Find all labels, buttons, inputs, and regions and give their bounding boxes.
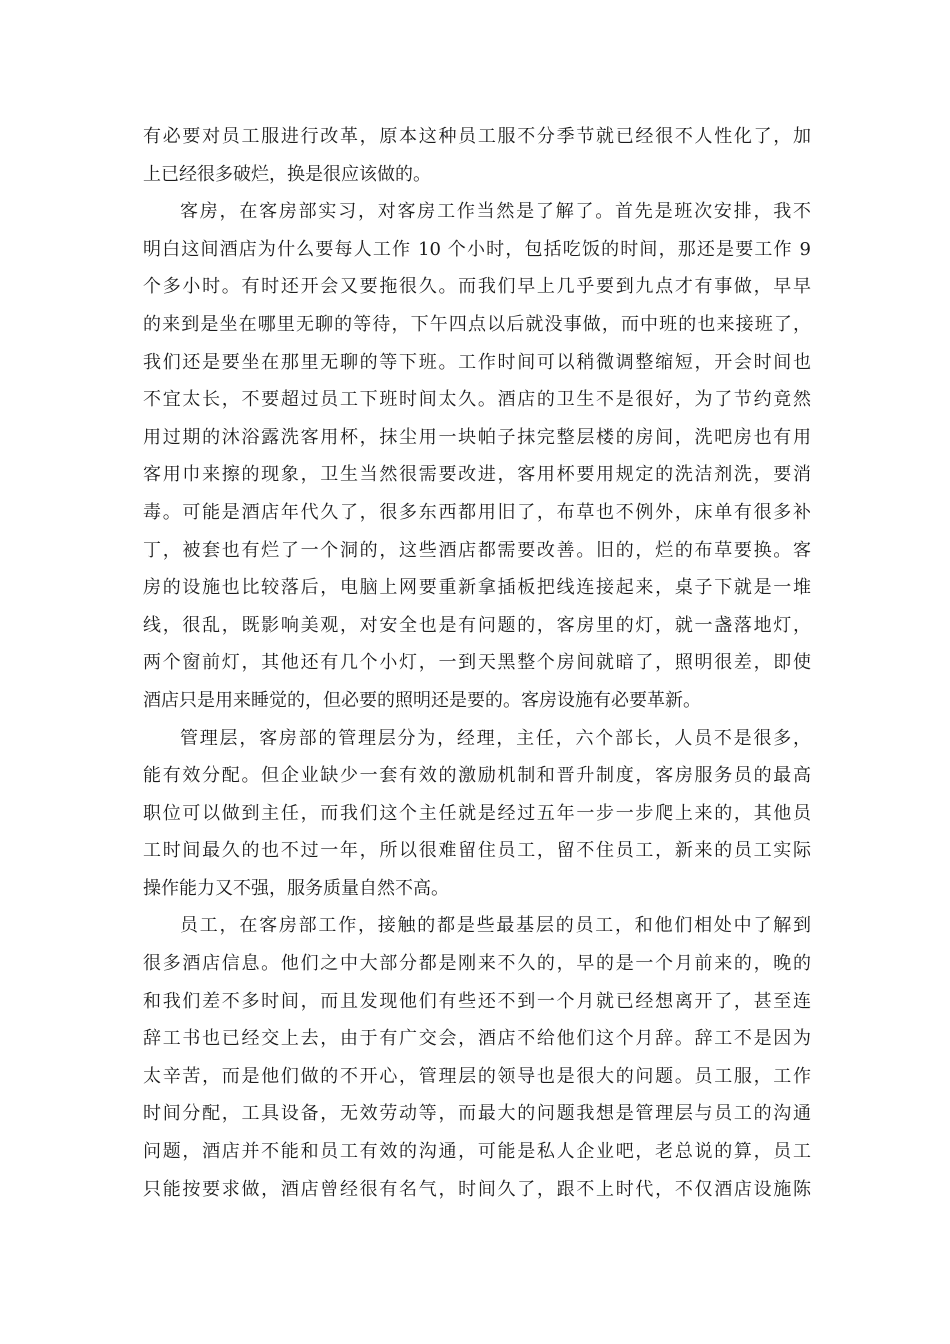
text-line: 丁，被套也有烂了一个洞的，这些酒店都需要改善。旧的，烂的布草要换。客 <box>143 539 811 561</box>
text-line: 房的设施也比较落后，电脑上网要重新拿插板把线连接起来，桌子下就是一堆 <box>143 577 811 599</box>
text-line: 客用巾来擦的现象，卫生当然很需要改进，客用杯要用规定的洗洁剂洗，要消 <box>143 464 811 486</box>
text-line: 两个窗前灯，其他还有几个小灯，一到天黑整个房间就暗了，照明很差，即使 <box>143 652 811 674</box>
text-line: 能有效分配。但企业缺少一套有效的激励机制和晋升制度，客房服务员的最高 <box>143 765 811 787</box>
text-line: 太辛苦，而是他们做的不开心，管理层的领导也是很大的问题。员工服，工作 <box>143 1065 811 1087</box>
body-text <box>143 118 811 1208</box>
text-line: 毒。可能是酒店年代久了，很多东西都用旧了，布草也不例外，床单有很多补 <box>143 501 811 523</box>
text-line: 酒店只是用来睡觉的，但必要的照明还是要的。客房设施有必要革新。 <box>143 689 701 711</box>
text-line: 辞工书也已经交上去，由于有广交会，酒店不给他们这个月辞。辞工不是因为 <box>143 1028 811 1050</box>
text-line: 的来到是坐在哪里无聊的等待，下午四点以后就没事做，而中班的也来接班了， <box>143 313 811 335</box>
paragraph-first-line: 管理层，客房部的管理层分为，经理，主任，六个部长，人员不是很多， <box>180 727 811 749</box>
text-line: 工时间最久的也不过一年，所以很难留住员工，留不住员工，新来的员工实际 <box>143 840 811 862</box>
text-line: 上已经很多破烂，换是很应该做的。 <box>143 163 431 185</box>
text-line: 和我们差不多时间，而且发现他们有些还不到一个月就已经想离开了，甚至连 <box>143 990 811 1012</box>
text-line: 我们还是要坐在那里无聊的等下班。工作时间可以稍微调整缩短，开会时间也 <box>143 351 811 373</box>
text-line: 有必要对员工服进行改革，原本这种员工服不分季节就已经很不人性化了，加 <box>143 126 811 147</box>
text-line: 很多酒店信息。他们之中大部分都是刚来不久的，早的是一个月前来的，晚的 <box>143 953 811 975</box>
text-line: 只能按要求做，酒店曾经很有名气，时间久了，跟不上时代，不仅酒店设施陈 <box>143 1178 811 1200</box>
text-line: 问题，酒店并不能和员工有效的沟通，可能是私人企业吧，老总说的算，员工 <box>143 1141 811 1163</box>
text-line: 用过期的沐浴露洗客用杯，抹尘用一块帕子抹完整层楼的房间，洗吧房也有用 <box>143 426 811 448</box>
text-line: 不宜太长，不要超过员工下班时间太久。酒店的卫生不是很好，为了节约竟然 <box>143 389 811 411</box>
text-line: 职位可以做到主任，而我们这个主任就是经过五年一步一步爬上来的，其他员 <box>143 802 811 824</box>
text-line: 明白这间酒店为什么要每人工作 10 个小时，包括吃饭的时间，那还是要工作 9 <box>143 238 811 260</box>
paragraph-first-line: 员工，在客房部工作，接触的都是些最基层的员工，和他们相处中了解到 <box>180 915 811 937</box>
text-line: 线，很乱，既影响美观，对安全也是有问题的，客房里的灯，就一盏落地灯， <box>143 614 811 636</box>
text-line: 操作能力又不强，服务质量自然不高。 <box>143 877 449 899</box>
text-line: 个多小时。有时还开会又要拖很久。而我们早上几乎要到九点才有事做，早早 <box>143 276 811 298</box>
text-line: 时间分配，工具设备，无效劳动等，而最大的问题我想是管理层与员工的沟通 <box>143 1103 811 1125</box>
paragraph-first-line: 客房，在客房部实习，对客房工作当然是了解了。首先是班次安排，我不 <box>180 201 811 223</box>
